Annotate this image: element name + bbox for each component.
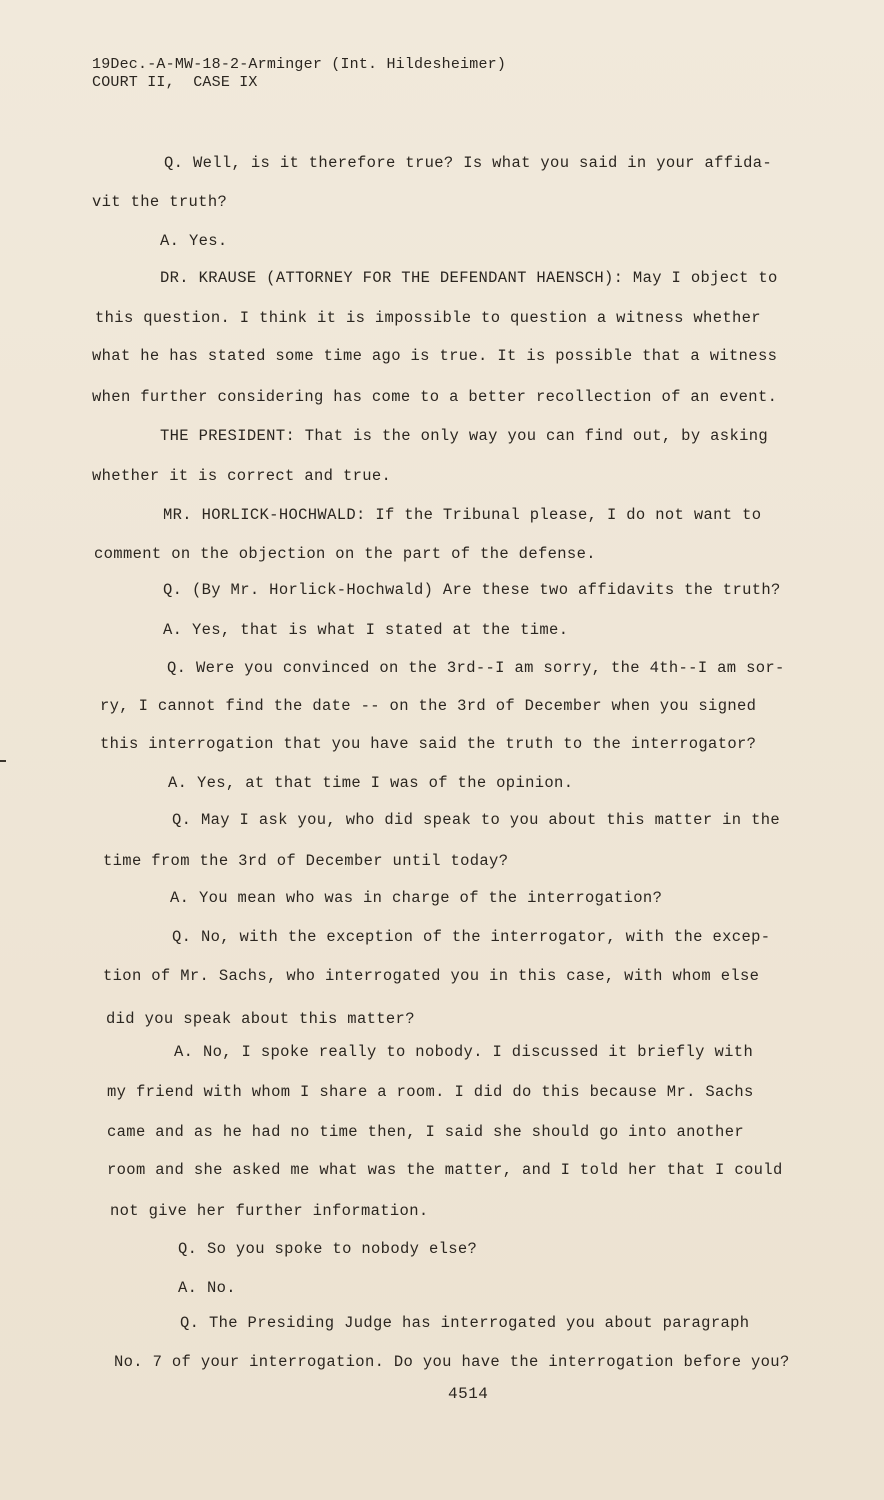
transcript-line: came and as he had no time then, I said she should go into another — [107, 1123, 744, 1141]
page-number: 4514 — [448, 1385, 489, 1403]
transcript-line: Q. Well, is it therefore true? Is what you said in your affida- — [164, 154, 773, 172]
transcript-line: this interrogation that you have said the truth to the interrogator? — [100, 735, 757, 753]
document-header — [92, 56, 506, 92]
transcript-line: not give her further information. — [110, 1202, 429, 1220]
header-court-case: COURT II, CASE IX — [92, 74, 258, 91]
transcript-line: No. 7 of your interrogation. Do you have the interrogation before you? — [114, 1353, 790, 1371]
transcript-line: room and she asked me what was the matter, and I told her that I could — [107, 1161, 783, 1179]
transcript-line: A. Yes, at that time I was of the opinion. — [168, 774, 574, 792]
transcript-line: Q. No, with the exception of the interrogator, with the excep- — [172, 928, 771, 946]
transcript-line: A. Yes, that is what I stated at the time. — [163, 621, 569, 639]
transcript-line: Q. The Presiding Judge has interrogated you about paragraph — [180, 1314, 750, 1332]
transcript-line: what he has stated some time ago is true. It is possible that a witness — [92, 347, 778, 365]
transcript-line: Q. So you spoke to nobody else? — [178, 1240, 478, 1258]
margin-mark — [0, 760, 6, 762]
transcript-line: THE PRESIDENT: That is the only way you can find out, by asking — [160, 427, 769, 445]
transcript-line: A. Yes. — [160, 232, 228, 250]
transcript-line: time from the 3rd of December until today? — [103, 852, 509, 870]
transcript-line: Q. Were you convinced on the 3rd--I am sorry, the 4th--I am sor- — [167, 659, 785, 677]
transcript-line: tion of Mr. Sachs, who interrogated you in this case, with whom else — [103, 967, 760, 985]
transcript-line: A. No, I spoke really to nobody. I discussed it briefly with — [174, 1043, 754, 1061]
transcript-line: when further considering has come to a better recollection of an event. — [92, 388, 778, 406]
header-reference: 19Dec.-A-MW-18-2-Arminger (Int. Hildesheimer) — [92, 56, 507, 73]
transcript-line: comment on the objection on the part of the defense. — [94, 545, 596, 563]
transcript-line: did you speak about this matter? — [106, 1010, 415, 1028]
transcript-line: Q. (By Mr. Horlick-Hochwald) Are these two affidavits the truth? — [163, 581, 781, 599]
transcript-line: DR. KRAUSE (ATTORNEY FOR THE DEFENDANT HAENSCH): May I object to — [160, 269, 778, 287]
transcript-line: ry, I cannot find the date -- on the 3rd of December when you signed — [100, 697, 757, 715]
transcript-line: Q. May I ask you, who did speak to you about this matter in the — [172, 811, 781, 829]
transcript-line: A. No. — [178, 1279, 236, 1297]
transcript-line: this question. I think it is impossible to question a witness whether — [95, 309, 761, 327]
transcript-line: whether it is correct and true. — [92, 467, 392, 485]
transcript-line: my friend with whom I share a room. I did do this because Mr. Sachs — [107, 1083, 754, 1101]
transcript-line: A. You mean who was in charge of the interrogation? — [170, 889, 663, 907]
transcript-line: vit the truth? — [92, 193, 228, 211]
transcript-line: MR. HORLICK-HOCHWALD: If the Tribunal please, I do not want to — [163, 506, 762, 524]
